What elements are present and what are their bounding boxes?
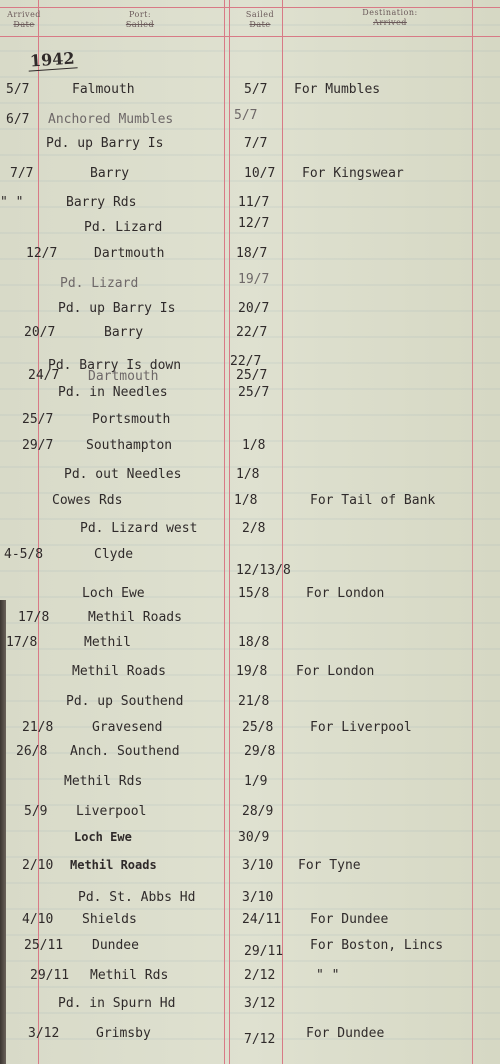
sailed-date: 1/9 bbox=[244, 774, 268, 789]
sailed-date: 24/11 bbox=[242, 912, 282, 927]
port-name: Methil Roads bbox=[88, 610, 182, 625]
arrived-date: 25/11 bbox=[24, 938, 64, 953]
sailed-date: 1/8 bbox=[242, 438, 266, 453]
sailed-date: 7/7 bbox=[244, 136, 268, 151]
sailed-date: 3/10 bbox=[242, 890, 274, 905]
destination: For Kingswear bbox=[302, 166, 404, 181]
sailed-date: 15/8 bbox=[238, 586, 270, 601]
sailed-date: 12/7 bbox=[238, 216, 270, 231]
header-rule-bottom bbox=[0, 36, 500, 37]
sailed-date: 22/7 bbox=[236, 325, 268, 340]
arrived-date: 7/7 bbox=[10, 166, 34, 181]
port-name: Barry bbox=[90, 166, 130, 181]
sailed-date: 2/8 bbox=[242, 521, 266, 536]
binding-edge bbox=[0, 600, 6, 1064]
port-name: Pd. in Needles bbox=[58, 385, 168, 400]
sailed-date: 18/7 bbox=[236, 246, 268, 261]
year-label: 1942 bbox=[27, 48, 77, 71]
sailed-date: 25/7 bbox=[238, 385, 270, 400]
header-destination-label: Destination: bbox=[362, 8, 418, 17]
destination: For Liverpool bbox=[310, 720, 412, 735]
port-name: Anchored Mumbles bbox=[48, 112, 174, 127]
port-name: Gravesend bbox=[92, 720, 163, 735]
sailed-date: 5/7 bbox=[244, 82, 268, 97]
sailed-date: 28/9 bbox=[242, 804, 274, 819]
sailed-date: 3/10 bbox=[242, 858, 274, 873]
port-name: Methil Roads bbox=[70, 858, 157, 872]
sailed-date: 11/7 bbox=[238, 195, 270, 210]
sailed-date: 19/7 bbox=[238, 272, 270, 287]
sailed-date: 30/9 bbox=[238, 830, 270, 845]
column-rule-port bbox=[224, 0, 225, 1064]
sailed-date: 21/8 bbox=[238, 694, 270, 709]
sailed-date: 29/8 bbox=[244, 744, 276, 759]
port-name: Pd. out Needles bbox=[64, 467, 182, 482]
port-name: Pd. St. Abbs Hd bbox=[78, 890, 196, 905]
sailed-date: 18/8 bbox=[238, 635, 270, 650]
column-rule-sailed bbox=[282, 0, 283, 1064]
port-name: Methil bbox=[84, 635, 131, 650]
port-name: Loch Ewe bbox=[82, 586, 145, 601]
sailed-date: 12/13/8 bbox=[236, 563, 291, 578]
header-sailed-struck: Sailed bbox=[125, 20, 155, 29]
arrived-date: 6/7 bbox=[6, 112, 30, 127]
destination: " " bbox=[0, 195, 24, 210]
destination: For Tail of Bank bbox=[310, 493, 436, 508]
port-name: Pd. Lizard west bbox=[80, 521, 198, 536]
sailed-date: 19/8 bbox=[236, 664, 268, 679]
port-name: Dartmouth bbox=[94, 246, 165, 261]
arrived-date: 5/9 bbox=[24, 804, 48, 819]
arrived-date: 17/8 bbox=[18, 610, 50, 625]
column-rule-destination bbox=[472, 0, 473, 1064]
port-name: Southampton bbox=[86, 438, 173, 453]
arrived-date: 4/10 bbox=[22, 912, 54, 927]
arrived-date: 12/7 bbox=[26, 246, 58, 261]
sailed-date: 2/12 bbox=[244, 968, 276, 983]
header-arrived-label: Arrived bbox=[7, 10, 41, 19]
sailed-date: 1/8 bbox=[236, 467, 260, 482]
arrived-date: 4-5/8 bbox=[4, 547, 44, 562]
header-arrived bbox=[2, 10, 46, 30]
header-date-right: Date bbox=[249, 20, 271, 29]
destination: For Mumbles bbox=[294, 82, 381, 97]
port-name: Loch Ewe bbox=[74, 830, 132, 844]
port-name: Pd. Lizard bbox=[60, 276, 139, 291]
arrived-date: 26/8 bbox=[16, 744, 48, 759]
sailed-date: 10/7 bbox=[244, 166, 276, 181]
port-name: Clyde bbox=[94, 547, 134, 562]
arrived-date: 21/8 bbox=[22, 720, 54, 735]
sailed-date: 3/12 bbox=[244, 996, 276, 1011]
destination: For London bbox=[306, 586, 385, 601]
destination: For Boston, Lincs bbox=[310, 938, 444, 953]
sailed-date: 22/7 bbox=[230, 354, 262, 369]
column-rule-arrived bbox=[38, 0, 39, 1064]
port-name: Methil Rds bbox=[64, 774, 143, 789]
arrived-date: 29/11 bbox=[30, 968, 70, 983]
destination: For Dundee bbox=[310, 912, 389, 927]
destination: For Dundee bbox=[306, 1026, 385, 1041]
header-date-left: Date bbox=[13, 20, 35, 29]
port-name: Pd. up Barry Is bbox=[58, 301, 176, 316]
port-name: Pd. up Barry Is bbox=[46, 136, 164, 151]
header-sailed bbox=[238, 10, 282, 30]
arrived-date: 3/12 bbox=[28, 1026, 60, 1041]
port-name: Liverpool bbox=[76, 804, 147, 819]
arrived-date: 25/7 bbox=[22, 412, 54, 427]
arrived-date: 5/7 bbox=[6, 82, 30, 97]
destination: For London bbox=[296, 664, 375, 679]
arrived-date: 24/7 bbox=[28, 368, 60, 383]
sailed-date: 1/8 bbox=[234, 493, 258, 508]
port-name: Cowes Rds bbox=[52, 493, 123, 508]
port-name: Barry Rds bbox=[66, 195, 137, 210]
destination: For Tyne bbox=[298, 858, 361, 873]
port-name: Falmouth bbox=[72, 82, 135, 97]
header-sailed-label: Sailed bbox=[245, 10, 275, 19]
port-name: Pd. in Spurn Hd bbox=[58, 996, 176, 1011]
port-name: Portsmouth bbox=[92, 412, 171, 427]
header-port bbox=[95, 10, 185, 30]
port-name: Methil Rds bbox=[90, 968, 169, 983]
port-name: Dartmouth bbox=[88, 369, 159, 384]
column-rule-port-double bbox=[229, 0, 230, 1064]
port-name: Dundee bbox=[92, 938, 139, 953]
destination: " " bbox=[316, 968, 340, 983]
port-name: Pd. Barry Is down bbox=[48, 358, 182, 373]
port-name: Pd. up Southend bbox=[66, 694, 184, 709]
sailed-date: 25/7 bbox=[236, 368, 268, 383]
sailed-date: 20/7 bbox=[238, 301, 270, 316]
sailed-date: 5/7 bbox=[234, 108, 258, 123]
sailed-date: 7/12 bbox=[244, 1032, 276, 1047]
header-arrived-struck: Arrived bbox=[373, 18, 407, 27]
port-name: Methil Roads bbox=[72, 664, 166, 679]
sailed-date: 25/8 bbox=[242, 720, 274, 735]
port-name: Grimsby bbox=[96, 1026, 151, 1041]
port-name: Barry bbox=[104, 325, 144, 340]
arrived-date: 29/7 bbox=[22, 438, 54, 453]
port-name: Anch. Southend bbox=[70, 744, 180, 759]
sailed-date: 29/11 bbox=[244, 944, 284, 959]
header-destination bbox=[340, 8, 440, 28]
port-name: Shields bbox=[82, 912, 137, 927]
arrived-date: 17/8 bbox=[6, 635, 38, 650]
port-name: Pd. Lizard bbox=[84, 220, 163, 235]
arrived-date: 2/10 bbox=[22, 858, 54, 873]
arrived-date: 20/7 bbox=[24, 325, 56, 340]
header-port-label: Port: bbox=[128, 10, 152, 19]
